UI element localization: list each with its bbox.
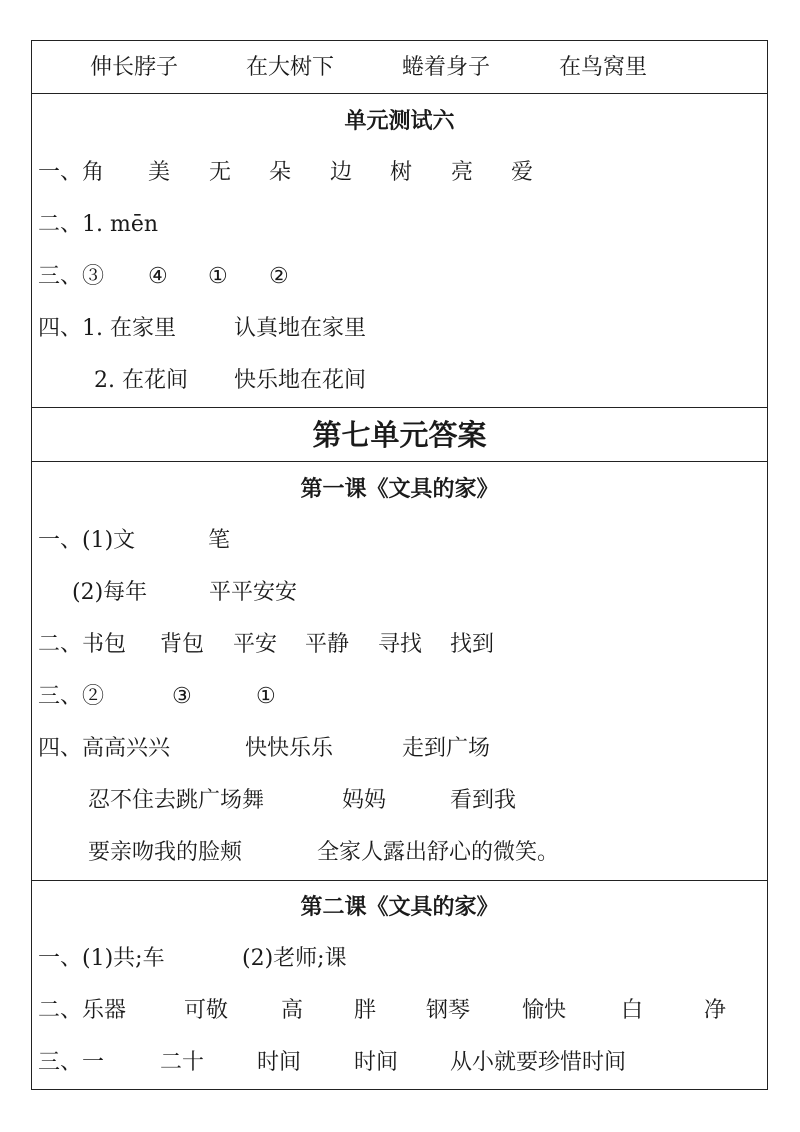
answer-text: 三、③	[38, 264, 105, 289]
answer-text: ①	[208, 264, 228, 289]
answer-text: ②	[269, 264, 289, 289]
answer-text: 平静	[305, 632, 350, 657]
answer-text: 时间	[354, 1050, 399, 1075]
answer-text: 爱	[511, 160, 534, 185]
answer-text: 可敬	[184, 998, 229, 1023]
answer-text: 2. 在花间	[94, 368, 188, 393]
answer-text: 朵	[269, 160, 292, 185]
answer-text: (2)老师;课	[242, 946, 347, 971]
answer-text: 钢琴	[426, 998, 471, 1023]
divider	[32, 880, 767, 881]
answer-text: 净	[704, 998, 727, 1023]
answer-text: 四、高高兴兴	[38, 736, 171, 761]
answer-text: 找到	[450, 632, 495, 657]
answer-text: 看到我	[450, 788, 517, 813]
answer-text: ④	[148, 264, 168, 289]
answer-text: 笔	[208, 528, 231, 553]
answer-text: 走到广场	[402, 736, 491, 761]
answer-text: 在大树下	[246, 55, 335, 80]
answer-text: 亮	[451, 160, 474, 185]
section-heading: 第二课《文具的家》	[300, 894, 499, 920]
divider	[32, 407, 767, 408]
answer-text: 无	[209, 160, 232, 185]
answer-text: 一、角	[38, 160, 105, 185]
answer-text: 认真地在家里	[234, 316, 367, 341]
answer-text: 美	[148, 160, 171, 185]
answer-text: 蜷着身子	[402, 55, 491, 80]
answer-text: 二、书包	[38, 632, 127, 657]
answer-text: ①	[256, 684, 276, 709]
answer-text: 平平安安	[209, 580, 298, 605]
answer-text: 快快乐乐	[245, 736, 334, 761]
section-heading: 第一课《文具的家》	[300, 476, 499, 502]
answer-sheet	[31, 40, 768, 1090]
answer-text: 二、乐器	[38, 998, 127, 1023]
answer-text: 忍不住去跳广场舞	[88, 788, 265, 813]
answer-text: 二十	[160, 1050, 205, 1075]
section-heading: 单元测试六	[344, 108, 455, 134]
divider	[32, 93, 767, 94]
answer-text: 三、②	[38, 684, 105, 709]
answer-text: 伸长脖子	[90, 55, 179, 80]
answer-text: 寻找	[378, 632, 423, 657]
answer-text: 快乐地在花间	[234, 368, 367, 393]
answer-text: 胖	[354, 998, 377, 1023]
answer-text: 从小就要珍惜时间	[450, 1050, 627, 1075]
answer-text: 二、1. mēn	[38, 212, 159, 237]
answer-text: 全家人露出舒心的微笑。	[317, 840, 560, 865]
answer-text: 愉快	[522, 998, 567, 1023]
answer-text: 一、(1)共;车	[38, 946, 165, 971]
answer-text: 在鸟窝里	[559, 55, 648, 80]
answer-text: 四、1. 在家里	[38, 316, 176, 341]
answer-text: ③	[172, 684, 192, 709]
answer-text: 边	[330, 160, 353, 185]
answer-text: 要亲吻我的脸颊	[88, 840, 243, 865]
divider	[32, 461, 767, 462]
answer-text: 三、一	[38, 1050, 105, 1075]
answer-text: 背包	[160, 632, 205, 657]
answer-text: 一、(1)文	[38, 528, 136, 553]
unit-title: 第七单元答案	[312, 418, 487, 452]
answer-text: 白	[621, 998, 644, 1023]
answer-text: 时间	[257, 1050, 302, 1075]
answer-text: 平安	[233, 632, 278, 657]
answer-text: 妈妈	[342, 788, 387, 813]
answer-text: 树	[390, 160, 413, 185]
answer-text: 高	[281, 998, 304, 1023]
answer-text: (2)每年	[72, 580, 148, 605]
